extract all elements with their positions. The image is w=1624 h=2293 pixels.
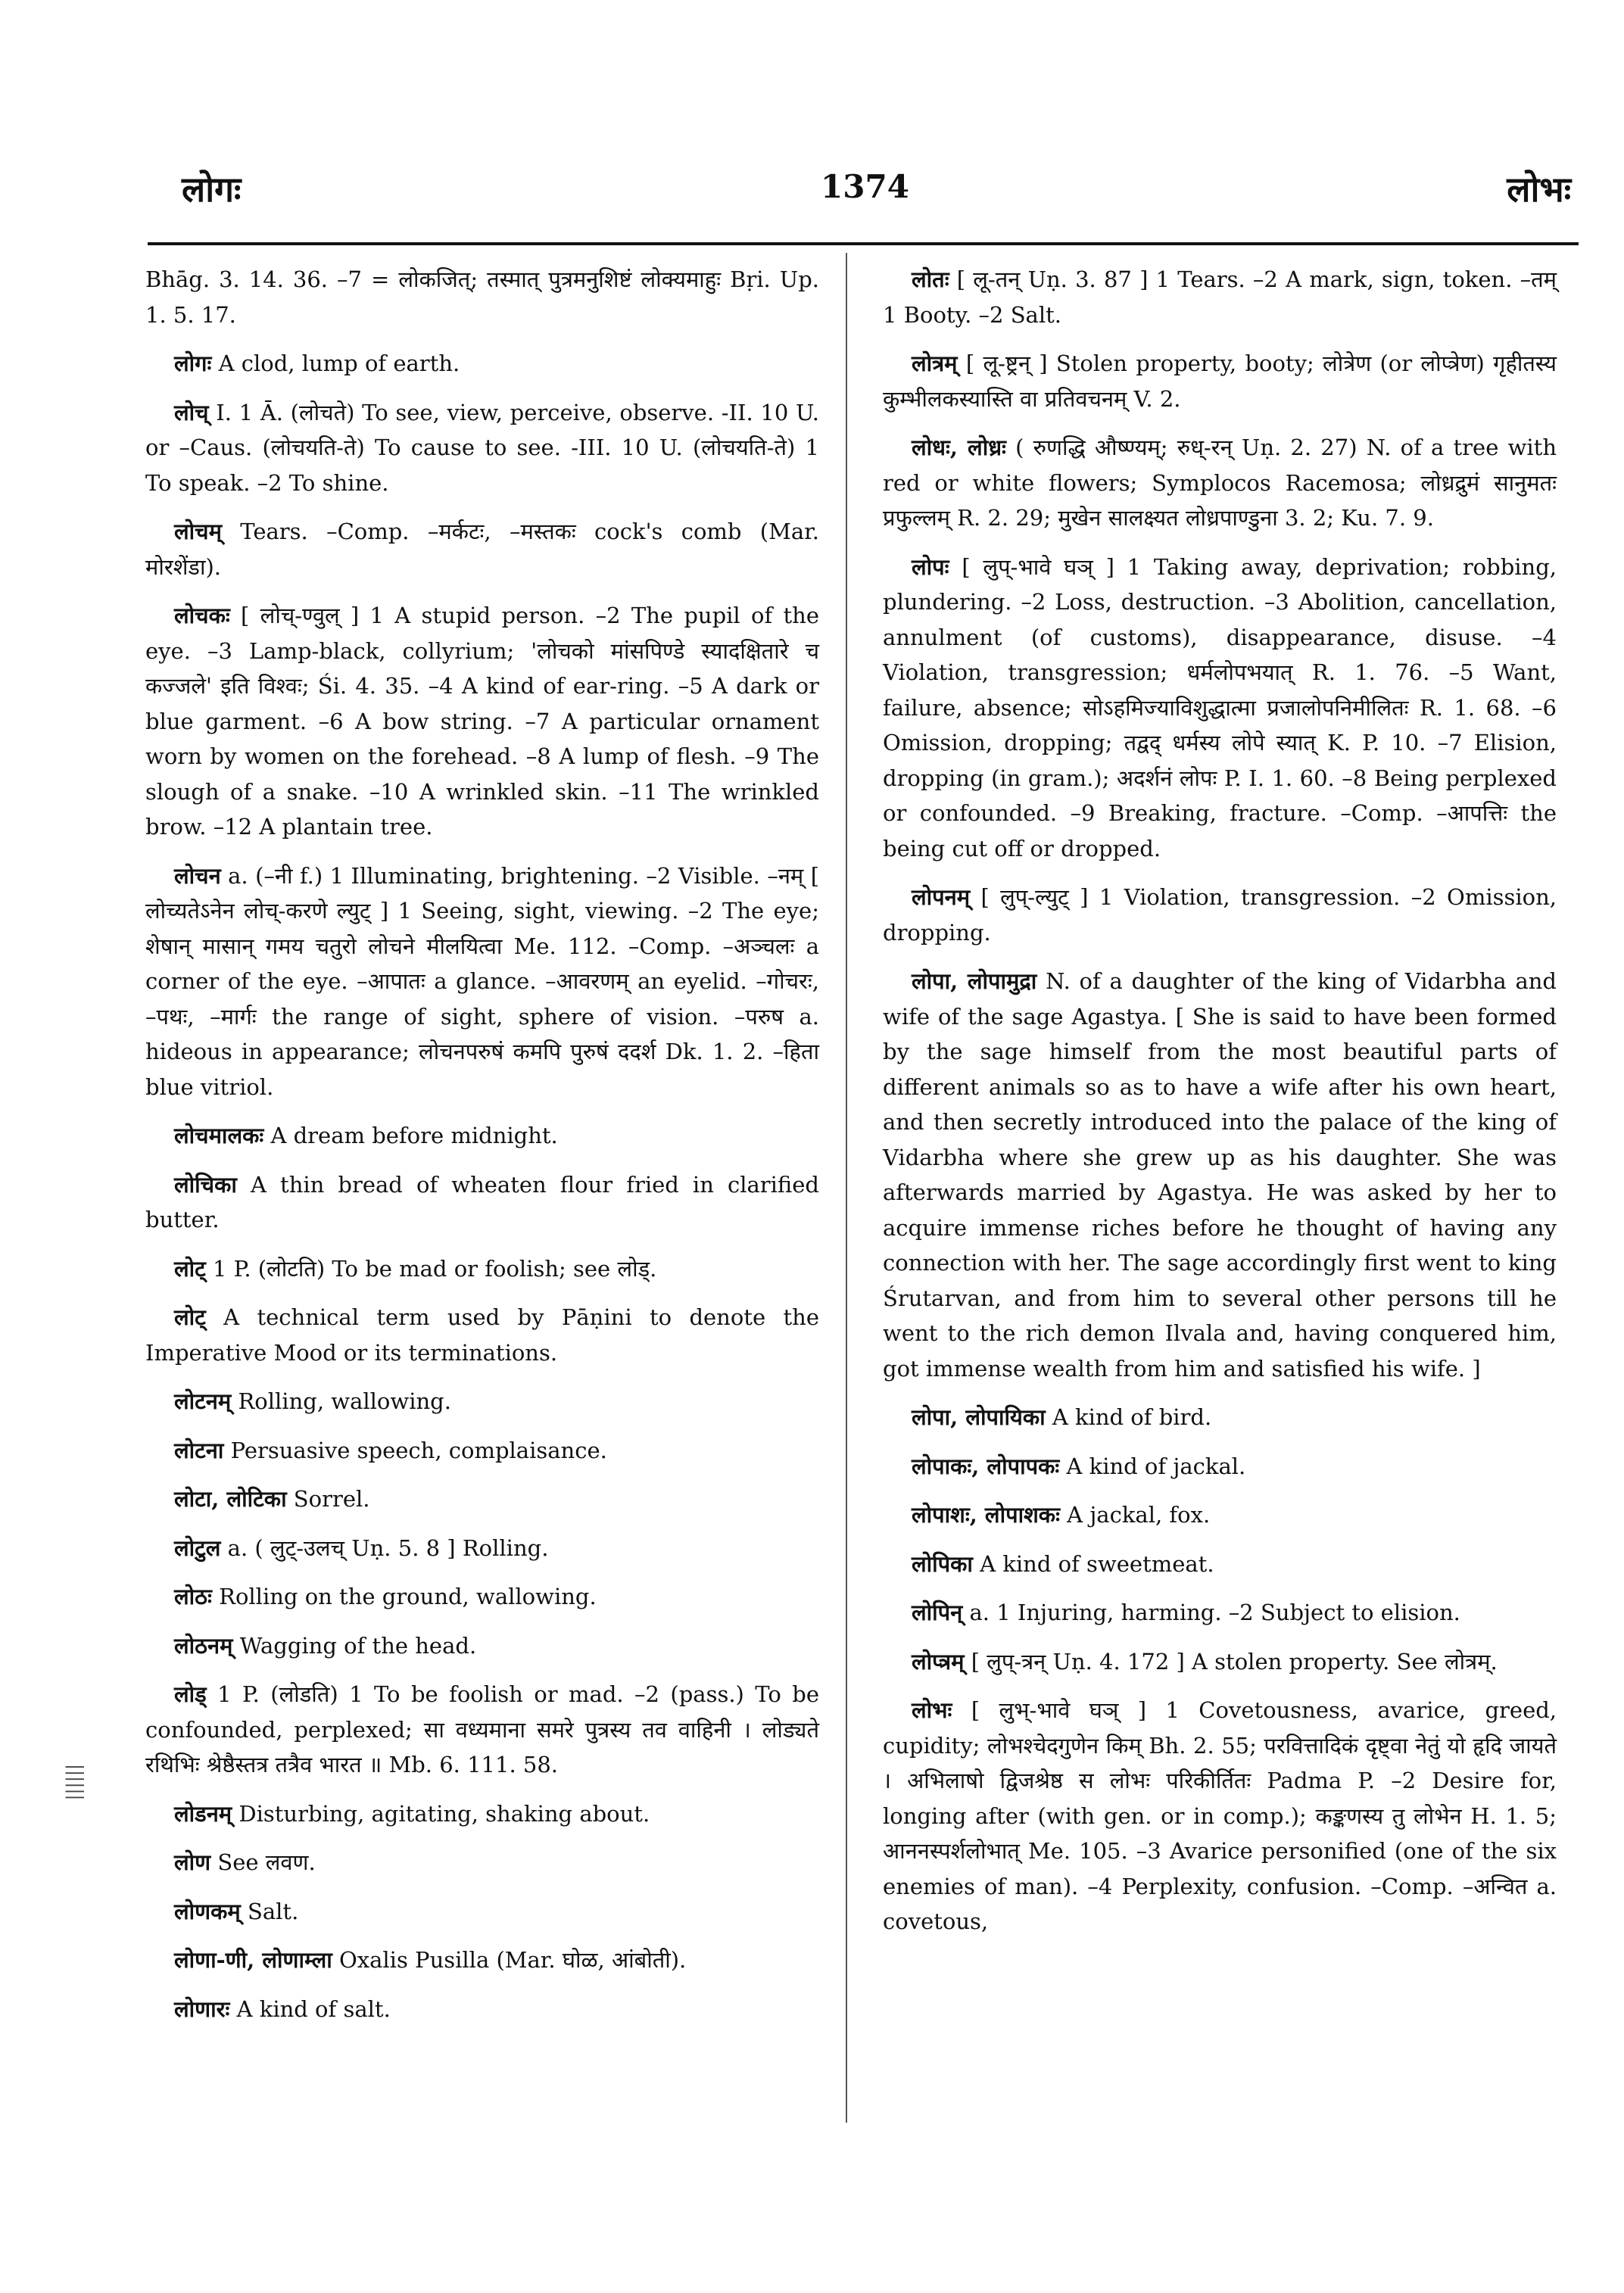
right-running-headword: लोभः — [1507, 169, 1571, 210]
entry-definition: Tears. –Comp. –मर्कटः, –मस्तकः cock's comb (Mar. मोरशेंडा). — [145, 519, 820, 580]
entry-definition: Oxalis Pusilla (Mar. घोळ, आंबोती). — [338, 1947, 687, 1973]
entry-headword: लोच् — [174, 399, 209, 425]
dictionary-entry — [145, 1118, 819, 1154]
entry-headword: लोणारः — [174, 1995, 230, 2022]
entry-headword: लोधः, लोध्रः — [912, 435, 1006, 460]
entry-headword: लोठनम् — [174, 1632, 233, 1659]
entry-definition: [ लुप्-ल्युट् ] 1 Violation, transgression. –2 Omission, dropping. — [883, 884, 1557, 946]
entry-headword: लोडनम् — [174, 1800, 232, 1827]
dictionary-entry — [145, 1481, 819, 1517]
dictionary-entry — [145, 1845, 819, 1880]
left-column — [145, 262, 819, 2040]
dictionary-entry — [145, 346, 819, 382]
entry-definition: Persuasive speech, complaisance. — [230, 1437, 607, 1463]
entry-headword: लोणकम् — [174, 1898, 241, 1924]
entry-definition: [ लुप्-त्रन् Uṇ. 4. 172 ] A stolen property. See लोत्रम्. — [971, 1648, 1498, 1675]
dictionary-entry — [883, 1449, 1557, 1485]
entry-definition: Disturbing, agitating, shaking about. — [238, 1800, 650, 1827]
entry-headword: लोटुल — [174, 1534, 221, 1561]
right-column — [883, 262, 1557, 1953]
dictionary-entry — [145, 858, 819, 1105]
dictionary-entry — [145, 1433, 819, 1469]
entry-definition: 1 P. (लोटति) To be mad or foolish; see लोड्. — [213, 1255, 657, 1282]
entry-headword: लोठः — [174, 1584, 212, 1609]
dictionary-entry — [145, 1796, 819, 1832]
margin-mark: |||||| — [65, 1764, 86, 1801]
entry-definition: A thin bread of wheaten flour fried in clarified butter. — [145, 1171, 819, 1232]
entry-headword: लोतः — [912, 266, 949, 292]
entry-definition: A jackal, fox. — [1067, 1502, 1211, 1528]
dictionary-entry — [145, 395, 819, 501]
entry-headword: लोचम् — [174, 519, 222, 544]
entry-headword: लोप्त्रम् — [912, 1648, 965, 1675]
entry-headword: लोचमालकः — [174, 1123, 264, 1148]
dictionary-entry — [145, 1894, 819, 1930]
entry-headword: लोपाशः, लोपाशकः — [912, 1502, 1060, 1528]
entry-definition: [ लू-ष्ट्रन् ] Stolen property, booty; लोत्रेण (or लोप्त्रेण) गृहीतस्य कुम्भीलकस्यास्ति वा प्रतिवचनम् V. 2. — [883, 350, 1557, 412]
entry-definition: [ लुभ्-भावे घञ् ] 1 Covetousness, avarice, greed, cupidity; लोभश्चेदगुणेन किम् Bh. 2. 55; परवित्तादिकं दृष्ट्वा नेतुं यो हृदि जायते । अभिलाषो द्विजश्रेष्ठ स लोभः परिकीर्तितः Padma P. –2 Desire for, longing after (with gen. or in comp.); कङ्कणस्य तु लोभेन H. 1. 5; आननस्पर्शलोभात् Me. 105. –3 Avarice personified (one of the six enemies of man). –4 Perplexity, confusion. –Comp. –अन्वित a. covetous, — [883, 1697, 1557, 1934]
left-running-headword: लोगः — [182, 169, 242, 210]
dictionary-entry — [883, 550, 1557, 867]
entry-definition: I. 1 Ā. (लोचते) To see, view, perceive, observe. -II. 10 U. or –Caus. (लोचयति-ते) To cause to see. -III. 10 U. (लोचयति-ते) 1 To speak. –2 To shine. — [145, 399, 819, 496]
entry-definition: Sorrel. — [293, 1486, 370, 1512]
entry-headword: लोपा, लोपायिका — [912, 1404, 1046, 1430]
entry-definition: A kind of jackal. — [1066, 1453, 1246, 1479]
page-number: 1374 — [821, 168, 909, 205]
entry-definition: a. 1 Injuring, harming. –2 Subject to elision. — [969, 1600, 1460, 1625]
dictionary-entry — [883, 1693, 1557, 1939]
entry-definition: A technical term used by Pāṇini to denote the Imperative Mood or its terminations. — [145, 1304, 819, 1366]
entry-definition: A clod, lump of earth. — [218, 350, 460, 376]
entry-definition: [ लुप्-भावे घञ् ] 1 Taking away, deprivation; robbing, plundering. –2 Loss, destruction. –3 Abolition, cancellation, annulment (of customs), disappearance, disuse. –4 Violation, transgression; धर्मलोपभयात् R. 1. 76. –5 Want, failure, absence; सोऽहमिज्याविशुद्धात्मा प्रजालोपनिमीलितः R. 1. 68. –6 Omission, dropping; तद्वद् धर्मस्य लोपे स्यात् K. P. 10. –7 Elision, dropping (in gram.); अदर्शनं लोपः P. I. 1. 60. –8 Being perplexed or confounded. –9 Breaking, fracture. –Comp. –आपत्तिः the being cut off or dropped. — [883, 553, 1557, 861]
entry-definition: Bhāg. 3. 14. 36. –7 = लोकजित्; तस्मात् पुत्रमनुशिष्टं लोक्यमाहुः Bṛi. Up. 1. 5. 17. — [145, 266, 819, 328]
entry-definition: a. ( लुट्-उलच् Uṇ. 5. 8 ] Rolling. — [227, 1534, 549, 1561]
column-divider — [846, 253, 847, 2123]
entry-headword: लोट् — [174, 1304, 206, 1330]
entry-definition: Salt. — [247, 1898, 299, 1924]
entry-headword: लोपिका — [912, 1550, 973, 1577]
entry-headword: लोण — [174, 1849, 211, 1875]
entry-headword: लोपाकः, लोपापकः — [912, 1453, 1060, 1479]
entry-headword: लोचन — [174, 862, 221, 889]
header-rule — [148, 242, 1579, 245]
dictionary-entry — [883, 346, 1557, 416]
entry-headword: लोत्रम् — [912, 350, 958, 376]
entry-definition: a. (–नी f.) 1 Illuminating, brightening. –2 Visible. –नम् [ लोच्यतेऽनेन लोच्-करणे ल्युट् ] 1 Seeing, sight, viewing. –2 The eye; शेषान् मासान् गमय चतुरो लोचने मीलयित्वा Me. 112. –Comp. –अञ्चलः a corner of the eye. –आपातः a glance. –आवरणम् an eyelid. –गोचरः, –पथः, –मार्गः the range of sight, sphere of vision. –परुष a. hideous in appearance; लोचनपरुषं कमपि पुरुषं ददर्श Dk. 1. 2. –हिता blue vitriol. — [145, 862, 820, 1100]
entry-headword: लोपः — [912, 553, 949, 580]
entry-headword: लोचिका — [174, 1171, 237, 1198]
entry-definition: A kind of bird. — [1052, 1404, 1212, 1430]
dictionary-entry — [145, 262, 819, 332]
dictionary-entry — [145, 514, 819, 584]
dictionary-entry — [145, 1531, 819, 1566]
entry-headword: लोटना — [174, 1437, 224, 1463]
dictionary-entry — [883, 262, 1557, 332]
entry-definition: [ लू-तन् Uṇ. 3. 87 ] 1 Tears. –2 A mark, sign, token. –तम् 1 Booty. –2 Salt. — [883, 266, 1557, 328]
dictionary-entry — [145, 1579, 819, 1615]
dictionary-entry — [883, 1644, 1557, 1680]
entry-headword: लोटनम् — [174, 1388, 232, 1414]
entry-definition: N. of a daughter of the king of Vidarbha and wife of the sage Agastya. [ She is said to have been formed by the sage himself from the most beautiful parts of different animals so as to have a wife after his own heart, and then secretly introduced into the palace of the king of Vidarbha where she grew up as his daughter. She was afterwards married by Agastya. He was asked by her to acquire immense riches before he thought of having any connection with her. The sage accordingly first went to king Śrutarvan, and from him to several other persons till he went to the rich demon Ilvala and, having conquered him, got immense wealth from him and satisfied his wife. ] — [883, 968, 1557, 1382]
dictionary-entry — [145, 1167, 819, 1238]
dictionary-entry — [883, 1400, 1557, 1435]
page-header — [159, 165, 1571, 226]
entry-definition: A kind of salt. — [236, 1995, 391, 2022]
dictionary-entry — [145, 1943, 819, 1978]
dictionary-entry — [145, 1300, 819, 1370]
entry-headword: लोभः — [912, 1697, 952, 1723]
dictionary-entry — [145, 1251, 819, 1287]
entry-definition: Rolling on the ground, wallowing. — [219, 1584, 597, 1609]
dictionary-entry — [145, 1677, 819, 1783]
entry-headword: लोड् — [174, 1681, 207, 1707]
entry-headword: लोगः — [174, 350, 212, 376]
dictionary-entry — [883, 430, 1557, 536]
entry-headword: लोपा, लोपामुद्रा — [912, 968, 1037, 994]
dictionary-entry — [883, 880, 1557, 950]
entry-definition: Rolling, wallowing. — [238, 1388, 451, 1414]
entry-definition: [ लोच्-ण्वुल् ] 1 A stupid person. –2 The pupil of the eye. –3 Lamp-black, collyrium; 'लोचको मांसपिण्डे स्यादक्षितारे च कज्जले' इति विश्वः; Śi. 4. 35. –4 A kind of ear-ring. –5 A dark or blue garment. –6 A bow string. –7 A particular ornament worn by women on the forehead. –8 A lump of flesh. –9 The slough of a snake. –10 A wrinkled skin. –11 The wrinkled brow. –12 A plantain tree. — [145, 603, 819, 840]
entry-definition: ( रुणद्धि औष्ण्यम्; रुध्-रन् Uṇ. 2. 27) N. of a tree with red or white flowers; Symplocos Racemosa; लोध्रद्रुमं सानुमतः प्रफुल्लम् R. 2. 29; मुखेन सालक्ष्यत लोध्रपाण्डुना 3. 2; Ku. 7. 9. — [883, 435, 1557, 531]
entry-headword: लोणा-णी, लोणाम्ला — [174, 1947, 332, 1973]
entry-headword: लोटा, लोटिका — [174, 1486, 287, 1512]
entry-headword: लोट् — [174, 1255, 206, 1282]
entry-headword: लोपिन् — [912, 1600, 963, 1625]
dictionary-entry — [145, 1628, 819, 1664]
dictionary-entry — [145, 598, 819, 845]
entry-definition: Wagging of the head. — [239, 1632, 477, 1659]
dictionary-entry — [883, 1547, 1557, 1582]
entry-definition: A kind of sweetmeat. — [980, 1550, 1214, 1577]
dictionary-entry — [883, 1595, 1557, 1631]
entry-definition: A dream before midnight. — [270, 1123, 558, 1148]
dictionary-entry — [145, 1992, 819, 2027]
entry-headword: लोपनम् — [912, 884, 971, 910]
dictionary-entry — [883, 964, 1557, 1386]
dictionary-entry — [883, 1497, 1557, 1533]
entry-definition: 1 P. (लोडति) 1 To be foolish or mad. –2 (pass.) To be confounded, perplexed; सा वध्यमाना समरे पुत्रस्य तव वाहिनी । लोड्यते रथिभिः श्रेष्ठैस्तत्र तत्रैव भारत ॥ Mb. 6. 111. 58. — [145, 1681, 820, 1777]
entry-headword: लोचकः — [174, 603, 230, 628]
dictionary-entry — [145, 1384, 819, 1419]
entry-definition: See लवण. — [217, 1849, 316, 1875]
